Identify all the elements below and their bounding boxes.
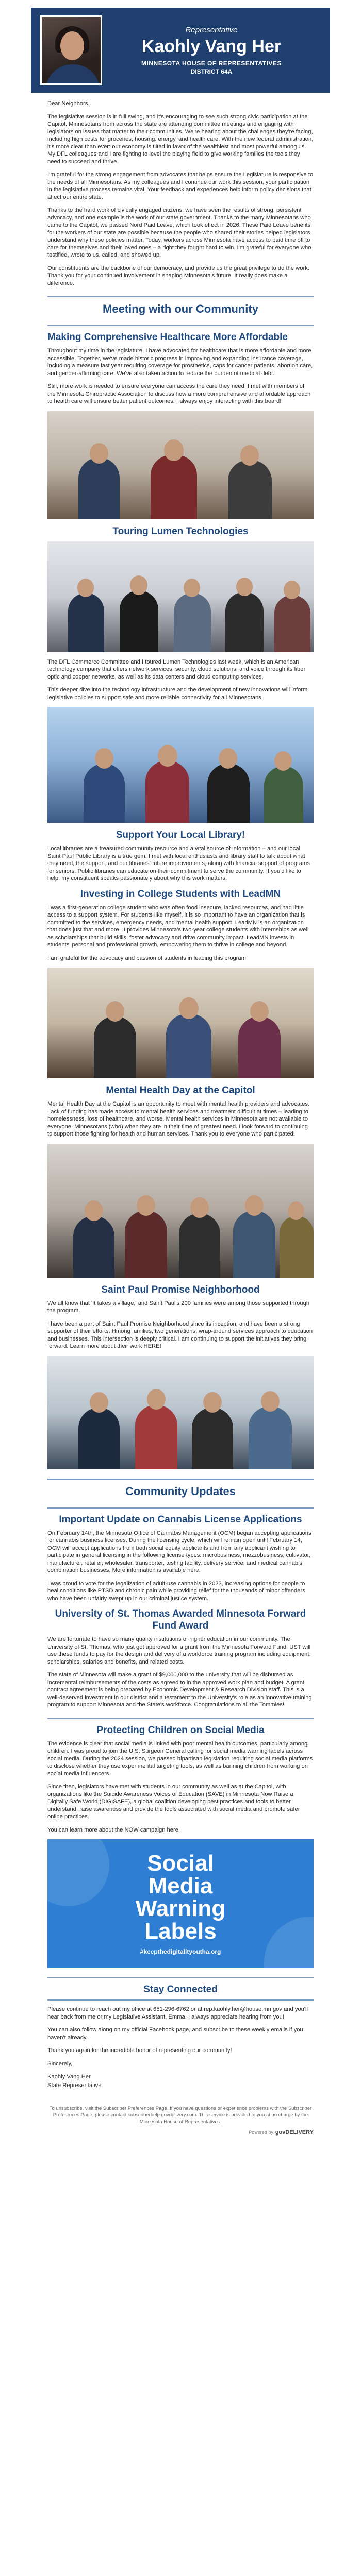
newsletter-header [31,8,330,93]
lumen-paragraph: This deeper dive into the technology infrastructure and the development of new innovations will inform legislative policies to support safe and more reliable connectivity for all Minnesotans. [47,687,308,701]
header-district: DISTRICT 64A [190,67,233,75]
umn-paragraph: The state of Minnesota will make a grant of $9,000,000 to the university that will be disbursed as incremental reimbursements of the costs as agreed to in the approved work plan and budget. A grant contract agreement is being prepared by Economic Development & Research Division staff. This is a well-deserved investment in our district and a testament to the University's role as an innovative training program to support Minnesota and the State's workforce. Congratulations to all the Tommies! [47,1672,312,1708]
section-divider [47,325,314,326]
lumen-photo [47,541,314,652]
banner-line: Labels [144,1919,217,1944]
email-newsletter [31,8,330,2576]
header-name: Kaohly Vang Her [141,36,282,56]
cannabis-title: Important Update on Cannabis License Applications [59,1514,302,1525]
umn-title: University of St. Thomas Awarded Minnesota Forward Fund Award [55,1608,306,1631]
intro-paragraph: Thanks to the hard work of civically engaged citizens, we have seen the results of strong, persistent advocacy, and one example is the work of our state government. Thanks to the many Minnesotans who came to the Capitol, we passed Nord Paid Leave, which took effect in 2026. These Paid Leave benefits for the workers of our state are possible because the people who shared their stories helped legislators understand why these policies matter. Today, workers across Minnesota have access to paid time off to care for themselves and their loved ones – a right they fought hard to win. I'm grateful for everyone who testified, wrote to us, called, and showed up. [47,207,311,258]
section-divider [47,1977,314,1978]
leadmn-photo [47,968,314,1078]
brand-prefix: Powered by [249,2130,273,2135]
section-divider [47,1479,314,1480]
saint-paul-title: Saint Paul Promise Neighborhood [101,1284,260,1295]
newsletter-footer [31,2095,330,2125]
leadmn-paragraph: I was a first-generation college student who was often food insecure, lacked resources, and had little access to a support system. For students like myself, it is so important to have an organization that is committed to the services, emergency needs, and mental health support. LeadMN is an organization that does just that and more. It provides Minnesota's two-year college students with internships as well as scholarships that build skills, foster advocacy and drive community impact. LeadMN invests in students' personal and professional growth, empowering them to thrive in college and beyond. [47,904,309,948]
intro-paragraph: Our constituents are the backbone of our democracy, and provide us the great privilege to do the work. Thank you for your continued involvement in shaping Minnesota's future. It really does make a difference. [47,265,309,286]
mental-health-photo [47,1144,314,1278]
meeting-heading: Meeting with our Community [103,302,258,315]
banner-line: Social [147,1851,214,1876]
social-media-paragraph: Since then, legislators have met with students in our community as well as at the Capitol, with organizations like the Suicide Awareness Voices of Education (SAVE) in Minnesota Now Raise a Digitally Safe World (DIGISAFE), a global coalition developing best practices and tools to better understand, raise awareness and provide the tools associated with social media and promote safer online practices. [47,1784,300,1820]
section-divider [47,296,314,297]
representative-portrait [40,15,102,85]
healthcare-title: Making Comprehensive Healthcare More Affordable [47,332,288,343]
saint-paul-paragraph: We all know that 'It takes a village,' and Saint Paul's 200 families were among those supported through the program. [47,1300,310,1314]
leadmn-paragraph: I am grateful for the advocacy and passion of students in leading this program! [47,955,248,961]
section-divider [47,1718,314,1719]
greeting: Dear Neighbors, [47,100,90,107]
lumen-paragraph: The DFL Commerce Committee and I toured Lumen Technologies last week, which is an American technology company that offers network services, security, cloud solutions, and voice through its fiber optic and copper networks, as well as its data centers and cloud computing services. [47,658,306,680]
stay-connected-paragraph: Please continue to reach out my office at 651-296-6762 or at rep.kaohly.her@house.mn.gov and you'll hear back from me or my Legislative Assistant, Emma. I always appreciate hearing from you! [47,2006,308,2020]
unsubscribe-note[interactable]: To unsubscribe, visit the Subscriber Preferences Page. If you have questions or experience problems with the Subscriber Preferences Page, please contact subscriberhelp.govdelivery.com. This service is provided to you at no charge by the Minnesota House of Representatives. [49,2106,312,2125]
stay-connected-title: Stay Connected [143,1984,218,1995]
intro-paragraph: The legislative session is in full swing, and it's encouraging to see such strong civic participation at the Capitol. Minnesotans from across the state are attending committee meetings and engaging with legislators on issues that matter to their communities. We're hearing about the challenges they're facing, including high costs for groceries, housing, energy, and health care. With the new federal administration, it's more clear than ever: our economy is tilted in favor of the wealthiest and most powerful among us. My DFL colleagues and I are fighting to level the playing field to give working families the tools they need to succeed and thrive. [47,113,314,165]
healthcare-paragraph: Throughout my time in the legislature, I have advocated for healthcare that is more affordable and more accessible. Together, we've made historic progress in improving and expanding insurance coverage, including a measure last year requiring coverage for prosthetics, caps for cancer patients, abortion care, and gender-affirming care. We've also taken action to reduce the burden of medical debt. [47,348,313,377]
banner-line: Media [148,1873,213,1899]
intro-paragraph: I'm grateful for the strong engagement from advocates that helps ensure the Legislature is responsive to the needs of all Minnesotans. As my colleagues and I continue our work this session, your participation in the legislative process remains vital. Your feedback and experiences help inform policy decisions that affect our entire state. [47,172,314,200]
saint-paul-paragraph: I have been a part of Saint Paul Promise Neighborhood since its inception, and have been a strong supporter of their efforts. Hmong families, two generations, wrap-around services approach to education and businesses. This intersection is deeply critical. I am continuing to support the initiatives they bring forward. Learn more about their work HERE! [47,1320,313,1349]
closing: Sincerely, [47,2060,73,2067]
banner-line: Warning [135,1896,226,1921]
header-role: Representative [185,25,238,35]
healthcare-paragraph: Still, more work is needed to ensure everyone can access the care they need. I met with members of the Minnesota Chiropractic Association to discuss how a more comprehensive and affordable approach to health care will ensure better patient outcomes. I always enjoy interacting with this board! [47,383,311,404]
newsletter-body [31,93,330,2089]
stay-connected-paragraph: You can also follow along on my official Facebook page, and subscribe to these weekly emails if you haven't already. [47,2027,303,2041]
library-title: Support Your Local Library! [116,829,245,840]
cannabis-paragraph: On February 14th, the Minnesota Office of Cannabis Management (OCM) began accepting applications for cannabis business licenses. During the licensing cycle, which will remain open until February 14, OCM will accept applications from both social equity applicants and from any applicant wishing to participate in general licensing in the following license types: microbusiness, mezzobusiness, cultivator, manufacturer, retailer, wholesaler, transporter, testing facility, delivery service, and medical cannabis combination businesses. More information is available here. [47,1530,311,1573]
social-media-warning-banner [47,1839,314,1968]
updates-heading: Community Updates [125,1484,236,1498]
social-media-paragraph: You can learn more about the NOW campaign here. [47,1826,180,1833]
mental-health-title: Mental Health Day at the Capitol [106,1085,255,1096]
section-divider [47,1999,314,2001]
social-media-title: Protecting Children on Social Media [96,1724,265,1736]
banner-hashtag: #keepthedigitalityoutha.org [140,1948,221,1955]
library-paragraph: Local libraries are a treasured community resource and a vital source of information – and our local Saint Paul Public Library is a true gem. I met with local enthusiasts and library staff to talk about what they need, the support, and our libraries' future improvements, along with financial support of programs for seniors. Public libraries can educate on their commitment to serve the community. If you'd like to help, my constituent speaks passionately about why this work matters. [47,845,310,882]
signature-title: State Representative [47,2082,102,2089]
healthcare-photo [47,411,314,519]
saint-paul-photo [47,1356,314,1469]
govdelivery-brand[interactable] [31,2129,330,2136]
header-text [102,26,321,75]
header-chamber: MINNESOTA HOUSE OF REPRESENTATIVES [141,59,282,67]
leadmn-title: Investing in College Students with LeadMN [80,888,281,900]
mental-health-paragraph: Mental Health Day at the Capitol is an opportunity to meet with mental health providers and advocates. Lack of funding has made access to mental health services and treatment difficult at times – leading to homelessness, loss of healthcare, and worse. Mental health services in Minnesota are not available to everyone. Minnesotans (who) when they are in their time of greatest need. I look forward to continuing to support those fighting for health and human services. Thank you to everyone who participated! [47,1101,310,1137]
section-divider [47,1507,314,1509]
cannabis-paragraph: I was proud to vote for the legalization of adult-use cannabis in 2023, increasing options for people to heal conditions like PTSD and chronic pain while providing relief for the thousands of minor offenders who have been unfairly swept up in our criminal justice system. [47,1580,305,1602]
brand-name: govDELIVERY [275,2129,314,2136]
library-photo [47,707,314,823]
signature-name: Kaohly Vang Her [47,2074,91,2080]
umn-paragraph: We are fortunate to have so many quality institutions of higher education in our community. The University of St. Thomas, who just got approved for a grant from the Minnesota Forward Fund! UST will use these funds to pay for the design and delivery of a workforce training program including equipment, scholarships, salaries and benefits, and related costs. [47,1636,311,1665]
social-media-paragraph: The evidence is clear that social media is linked with poor mental health outcomes, particularly among children. I was proud to join the U.S. Surgeon General calling for social media warning labels across social media. During the 2024 session, we passed bipartisan legislation requiring social media platforms to disclose whether they use experimental targeting tools, as well as banning children from working on social media influencers. [47,1740,313,1777]
stay-connected-paragraph: Thank you again for the incredible honor of representing our community! [47,2047,232,2054]
lumen-title: Touring Lumen Technologies [112,526,249,537]
